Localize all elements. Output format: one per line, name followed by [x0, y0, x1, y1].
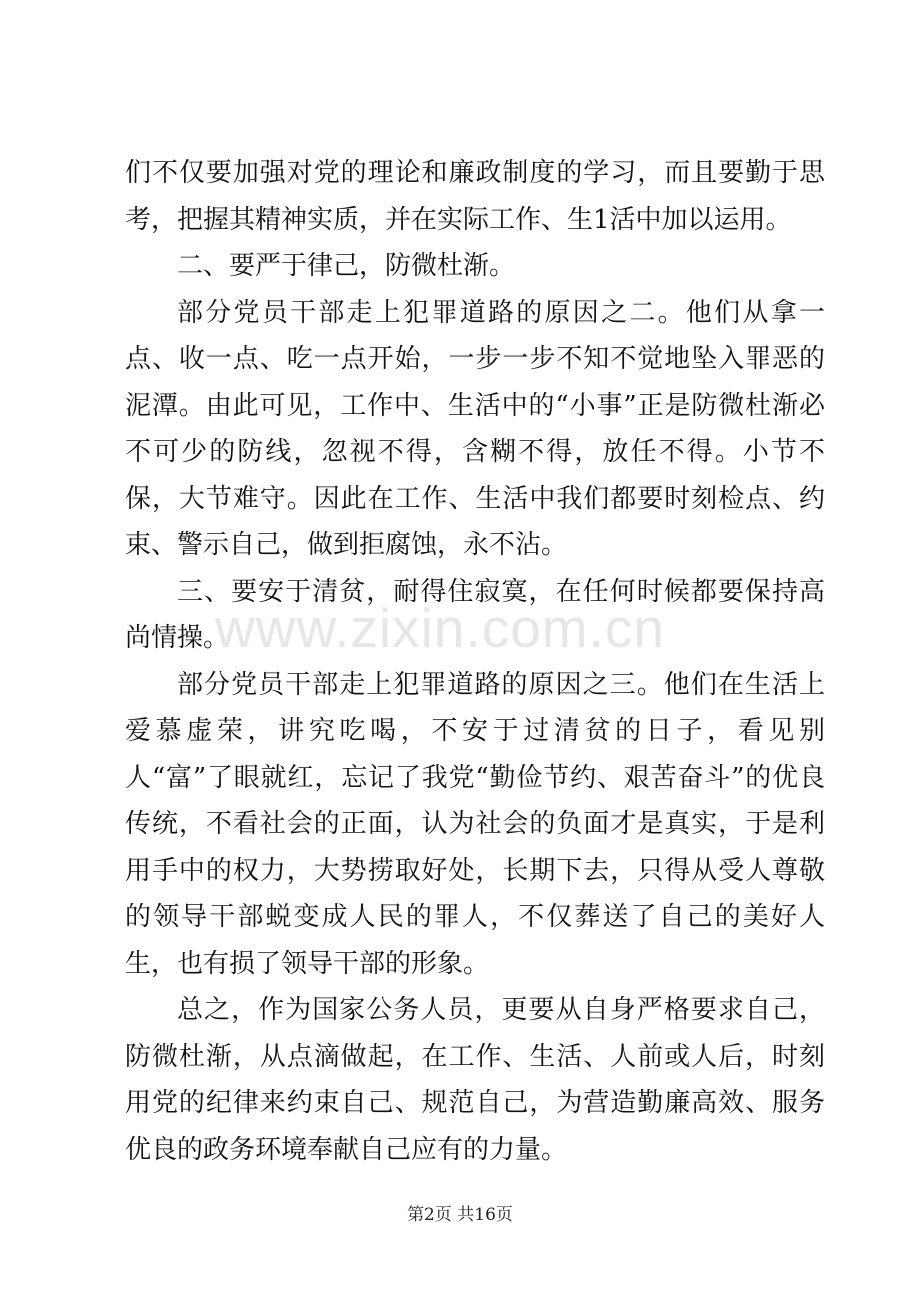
section-heading-2: 二、要严于律己，防微杜渐。	[177, 251, 516, 281]
section-heading-3: 三、要安于清贫，耐得住寂寞，在任何时候都要保持高尚情操。	[125, 576, 825, 653]
paragraph-1: 们不仅要加强对党的理论和廉政制度的学习，而且要勤于思考，把握其精神实质，并在实际工作、生1活中加以运用。	[125, 158, 825, 235]
paragraph-3: 部分党员干部走上犯罪道路的原因之二。他们从拿一点、收一点、吃一点开始，一步一步不知不觉地坠入罪恶的泥潭。由此可见，工作中、生活中的“小事”正是防微杜渐必不可少的防线，忽视不得，含糊不得，放任不得。小节不保，大节难守。因此在工作、生活中我们都要时刻检点、约束、警示自己，做到拒腐蚀，永不沾。	[125, 297, 825, 560]
document-body	[125, 150, 825, 1173]
watermark: www.zixin.com.cn	[215, 597, 665, 659]
page-footer: 第2页 共16页	[407, 1205, 513, 1225]
paragraph-conclusion: 总之，作为国家公务人员，更要从自身严格要求自己，防微杜渐，从点滴做起，在工作、生活、人前或人后，时刻用党的纪律来约束自己、规范自己，为营造勤廉高效、服务优良的政务环境奉献自己应有的力量。	[125, 995, 825, 1165]
paragraph-5: 部分党员干部走上犯罪道路的原因之三。他们在生活上爱慕虚荣，讲究吃喝，不安于过清贫的日子，看见别人“富”了眼就红，忘记了我党“勤俭节约、艰苦奋斗”的优良传统，不看社会的正面，认为社会的负面才是真实，于是利用手中的权力，大势捞取好处，长期下去，只得从受人尊敬的领导干部蜕变成人民的罪人，不仅葬送了自己的美好人生，也有损了领导干部的形象。	[125, 669, 825, 979]
